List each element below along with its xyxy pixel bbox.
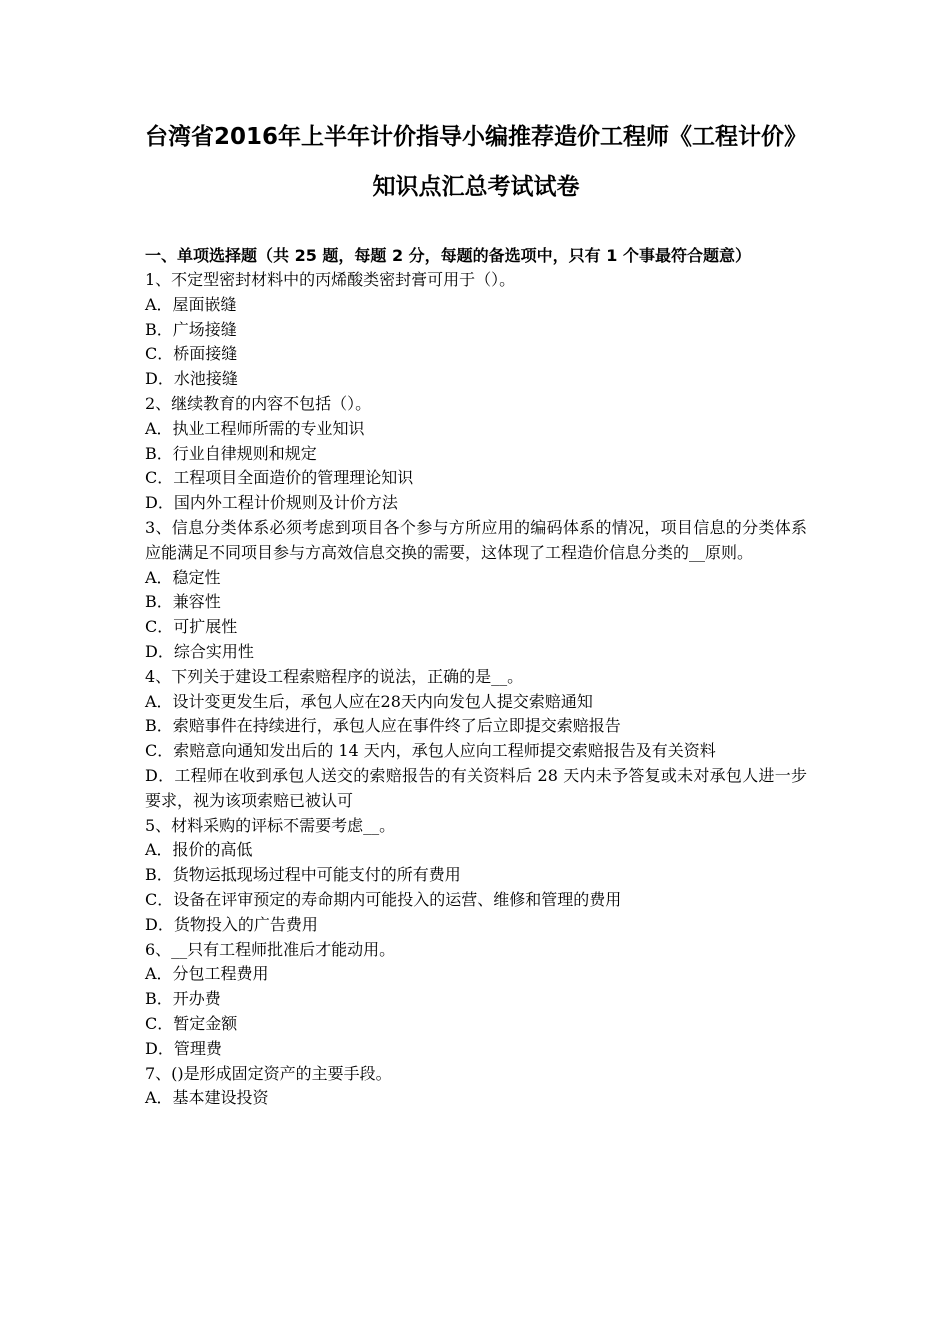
section-heading: 一、单项选择题（共 25 题，每题 2 分，每题的备选项中，只有 1 个事最符合题意）	[145, 246, 751, 265]
answer-option: D．国内外工程计价规则及计价方法	[145, 493, 398, 513]
question-item	[145, 665, 807, 814]
answer-option: C．暂定金额	[145, 1013, 238, 1033]
answer-option: B．广场接缝	[145, 319, 237, 339]
answer-option: D．管理费	[145, 1038, 222, 1058]
question-item	[145, 392, 807, 516]
question-stem: 6、__只有工程师批准后才能动用。	[145, 939, 396, 959]
question-item	[145, 814, 807, 938]
answer-option: C．可扩展性	[145, 617, 238, 637]
answer-option: D．水池接缝	[145, 369, 238, 389]
answer-option: A．设计变更发生后，承包人应在28天内向发包人提交索赔通知	[145, 691, 593, 711]
answer-option: C．设备在评审预定的寿命期内可能投入的运营、维修和管理的费用	[145, 889, 622, 909]
answer-option: C．工程项目全面造价的管理理论知识	[145, 468, 414, 488]
answer-option: A．分包工程费用	[145, 964, 269, 984]
answer-option: B．行业自律规则和规定	[145, 443, 317, 463]
answer-option: D．综合实用性	[145, 641, 254, 661]
document-page	[145, 112, 807, 1111]
answer-option: B．兼容性	[145, 592, 221, 612]
answer-option: A．基本建设投资	[145, 1088, 269, 1108]
question-stem: 1、不定型密封材料中的丙烯酸类密封膏可用于（）。	[145, 270, 516, 289]
question-item	[145, 938, 807, 1062]
question-stem: 4、下列关于建设工程索赔程序的说法，正确的是__。	[145, 666, 524, 686]
answer-option: D．工程师在收到承包人送交的索赔报告的有关资料后 28 天内未予答复或未对承包人进一步要求，视为该项索赔已被认可	[145, 765, 807, 810]
question-item	[145, 1062, 807, 1112]
question-stem: 5、材料采购的评标不需要考虑__。	[145, 815, 396, 835]
document-title: 台湾省2016年上半年计价指导小编推荐造价工程师《工程计价》知识点汇总考试试卷	[145, 124, 808, 200]
question-item	[145, 268, 807, 392]
answer-option: A．稳定性	[145, 567, 221, 587]
answer-option: B．索赔事件在持续进行，承包人应在事件终了后立即提交索赔报告	[145, 716, 621, 736]
answer-option: B．货物运抵现场过程中可能支付的所有费用	[145, 865, 461, 885]
answer-option: A．执业工程师所需的专业知识	[145, 418, 365, 438]
answer-option: A．报价的高低	[145, 840, 253, 860]
question-item	[145, 516, 807, 665]
answer-option: C．桥面接缝	[145, 344, 238, 364]
question-list	[145, 268, 807, 1111]
question-stem: 7、()是形成固定资产的主要手段。	[145, 1063, 392, 1083]
answer-option: D．货物投入的广告费用	[145, 914, 318, 934]
answer-option: C．索赔意向通知发出后的 14 天内，承包人应向工程师提交索赔报告及有关资料	[145, 741, 716, 761]
question-stem: 2、继续教育的内容不包括（）。	[145, 393, 372, 413]
answer-option: B．开办费	[145, 989, 221, 1009]
answer-option: A．屋面嵌缝	[145, 294, 237, 314]
question-stem: 3、信息分类体系必须考虑到项目各个参与方所应用的编码体系的情况，项目信息的分类体系应能满足不同项目参与方高效信息交换的需要，这体现了工程造价信息分类的__原则。	[145, 517, 807, 562]
